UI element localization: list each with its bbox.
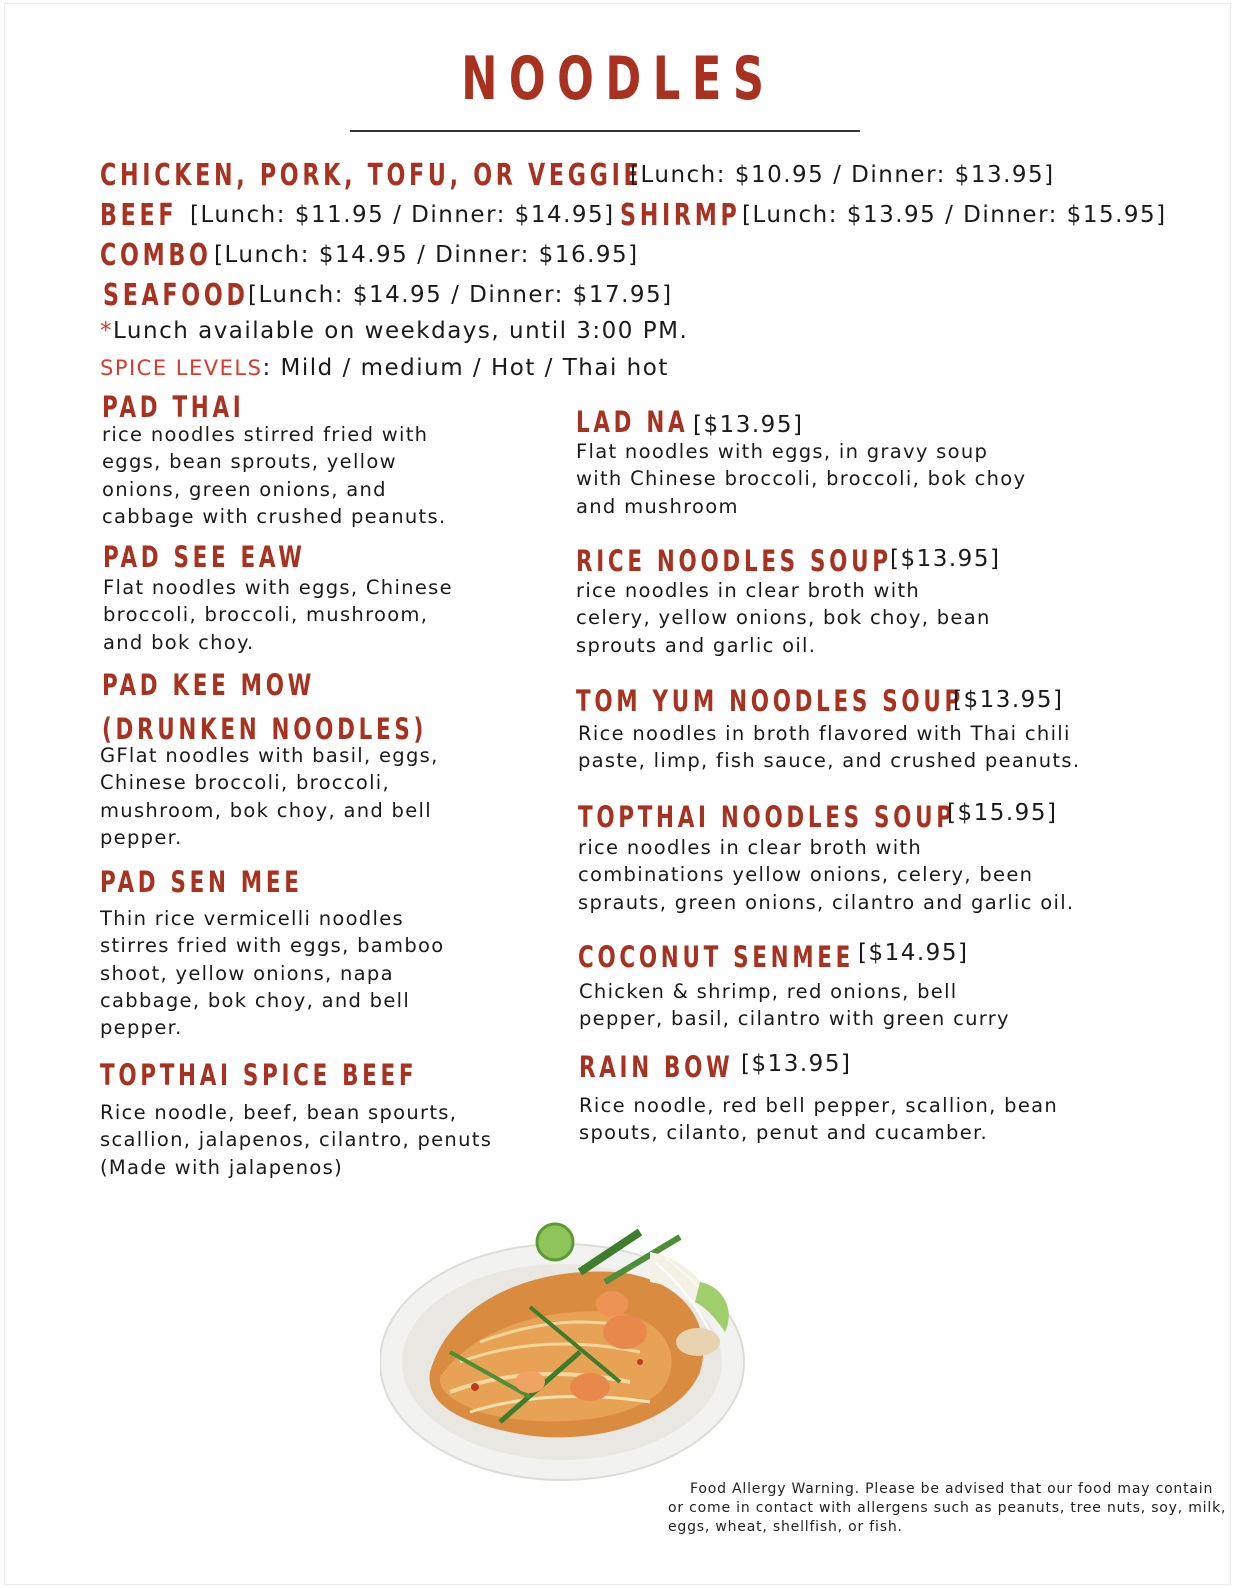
item-tom-yum-desc: Rice noodles in broth flavored with Thai chili paste, limp, fish sauce, and crushed peanuts. <box>578 722 1081 773</box>
pricing-combo-label: COMBO <box>100 238 212 273</box>
item-pad-thai-desc: rice noodles stirred fried with eggs, bean sprouts, yellow onions, green onions, and cabbage with crushed peanuts. <box>102 423 447 528</box>
item-pad-thai-name-row <box>102 390 295 424</box>
item-rice-noodles-soup-price: [$13.95] <box>890 546 1001 572</box>
item-topthai-noodles-soup-desc: rice noodles in clear broth with combinations yellow onions, celery, been sprauts, green onions, cilantro and garlic oil. <box>578 836 1075 914</box>
item-pad-kee-mow-desc: GFlat noodles with basil, eggs, Chinese broccoli, broccoli, mushroom, bok choy, and bell pepper. <box>100 744 439 849</box>
pricing-seafood-label: SEAFOOD <box>103 278 249 313</box>
item-pad-see-eaw-desc: Flat noodles with eggs, Chinese broccoli, broccoli, mushroom, and bok choy. <box>103 576 453 654</box>
pricing-seafood-price: [Lunch: $14.95 / Dinner: $17.95] <box>248 282 673 308</box>
item-rice-noodles-soup-name: RICE NOODLES SOUP <box>576 544 892 578</box>
spice-levels <box>100 355 669 381</box>
item-pad-kee-mow-subname: (DRUNKEN NOODLES) <box>102 712 428 746</box>
item-tom-yum-price: [$13.95] <box>953 687 1064 713</box>
lunch-note-star: * <box>100 318 113 344</box>
pricing-beef-row <box>100 198 204 233</box>
item-pad-see-eaw-name-row <box>103 540 377 574</box>
pricing-shrimp-price: [Lunch: $13.95 / Dinner: $15.95] <box>742 202 1167 228</box>
item-pad-sen-mee-name-row <box>100 865 374 899</box>
pricing-beef-price: [Lunch: $11.95 / Dinner: $14.95] <box>190 202 615 228</box>
item-pad-kee-mow-name-row <box>102 668 390 702</box>
item-coconut-senmee-price: [$14.95] <box>858 940 969 966</box>
item-rain-bow-price: [$13.95] <box>741 1051 852 1077</box>
item-rain-bow-name: RAIN BOW <box>579 1050 734 1084</box>
pricing-chicken-price: [Lunch: $10.95 / Dinner: $13.95] <box>630 162 1055 188</box>
item-pad-sen-mee-name: PAD SEN MEE <box>100 865 303 899</box>
item-pad-sen-mee-desc: Thin rice vermicelli noodles stirres fried with eggs, bamboo shoot, yellow onions, napa cabbage, bok choy, and bell pepper. <box>100 907 445 1040</box>
lunch-note-text: Lunch available on weekdays, until 3:00 PM. <box>113 318 689 344</box>
title-divider <box>350 130 860 132</box>
pricing-shrimp-label: SHIRMP <box>620 198 741 233</box>
pricing-combo-price: [Lunch: $14.95 / Dinner: $16.95] <box>214 242 639 268</box>
item-pad-kee-mow-name: PAD KEE MOW <box>102 668 316 702</box>
item-lad-na-name: LAD NA <box>576 405 689 439</box>
pad-thai-photo <box>380 1212 770 1492</box>
spice-levels-label: SPICE LEVELS <box>100 356 263 380</box>
item-lad-na-desc: Flat noodles with eggs, in gravy soup with Chinese broccoli, broccoli, bok choy and mushroom <box>576 440 1027 518</box>
allergy-warning: Food Allergy Warning. Please be advised that our food may contain or come in contact with allergens such as peanuts, tree nuts, soy, milk, eggs, wheat, shellfish, or fish. <box>668 1481 1227 1535</box>
item-pad-thai-name: PAD THAI <box>102 390 245 424</box>
item-rice-noodles-soup-desc: rice noodles in clear broth with celery, yellow onions, bok choy, bean sprouts and garlic oil. <box>576 579 991 657</box>
item-topthai-spice-beef-name-row <box>100 1058 529 1092</box>
pricing-chicken-label: CHICKEN, PORK, TOFU, OR VEGGIE <box>100 158 643 193</box>
item-tom-yum-name: TOM YUM NOODLES SOUP <box>576 684 964 718</box>
spice-levels-values: : Mild / medium / Hot / Thai hot <box>262 355 669 381</box>
item-topthai-noodles-soup-name: TOPTHAI NOODLES SOUP <box>578 800 956 834</box>
pricing-beef-label: BEEF <box>100 198 178 233</box>
item-rain-bow-desc: Rice noodle, red bell pepper, scallion, bean spouts, cilanto, penut and cucamber. <box>579 1094 1059 1145</box>
item-coconut-senmee-name: COCONUT SENMEE <box>578 940 855 974</box>
item-pad-see-eaw-name: PAD SEE EAW <box>103 540 306 574</box>
item-topthai-spice-beef-desc: Rice noodle, beef, bean spourts, scallion, jalapenos, cilantro, penuts (Made with jalapenos) <box>100 1101 493 1179</box>
item-pad-kee-mow-subname-row <box>102 712 541 746</box>
item-topthai-noodles-soup-price: [$15.95] <box>947 800 1058 826</box>
item-lad-na-price: [$13.95] <box>693 412 804 438</box>
item-topthai-spice-beef-name: TOPTHAI SPICE BEEF <box>100 1058 418 1092</box>
item-coconut-senmee-desc: Chicken & shrimp, red onions, bell pepper, basil, cilantro with green curry <box>579 980 1010 1031</box>
page-title: NOODLES <box>461 44 776 114</box>
lunch-note <box>100 318 688 344</box>
